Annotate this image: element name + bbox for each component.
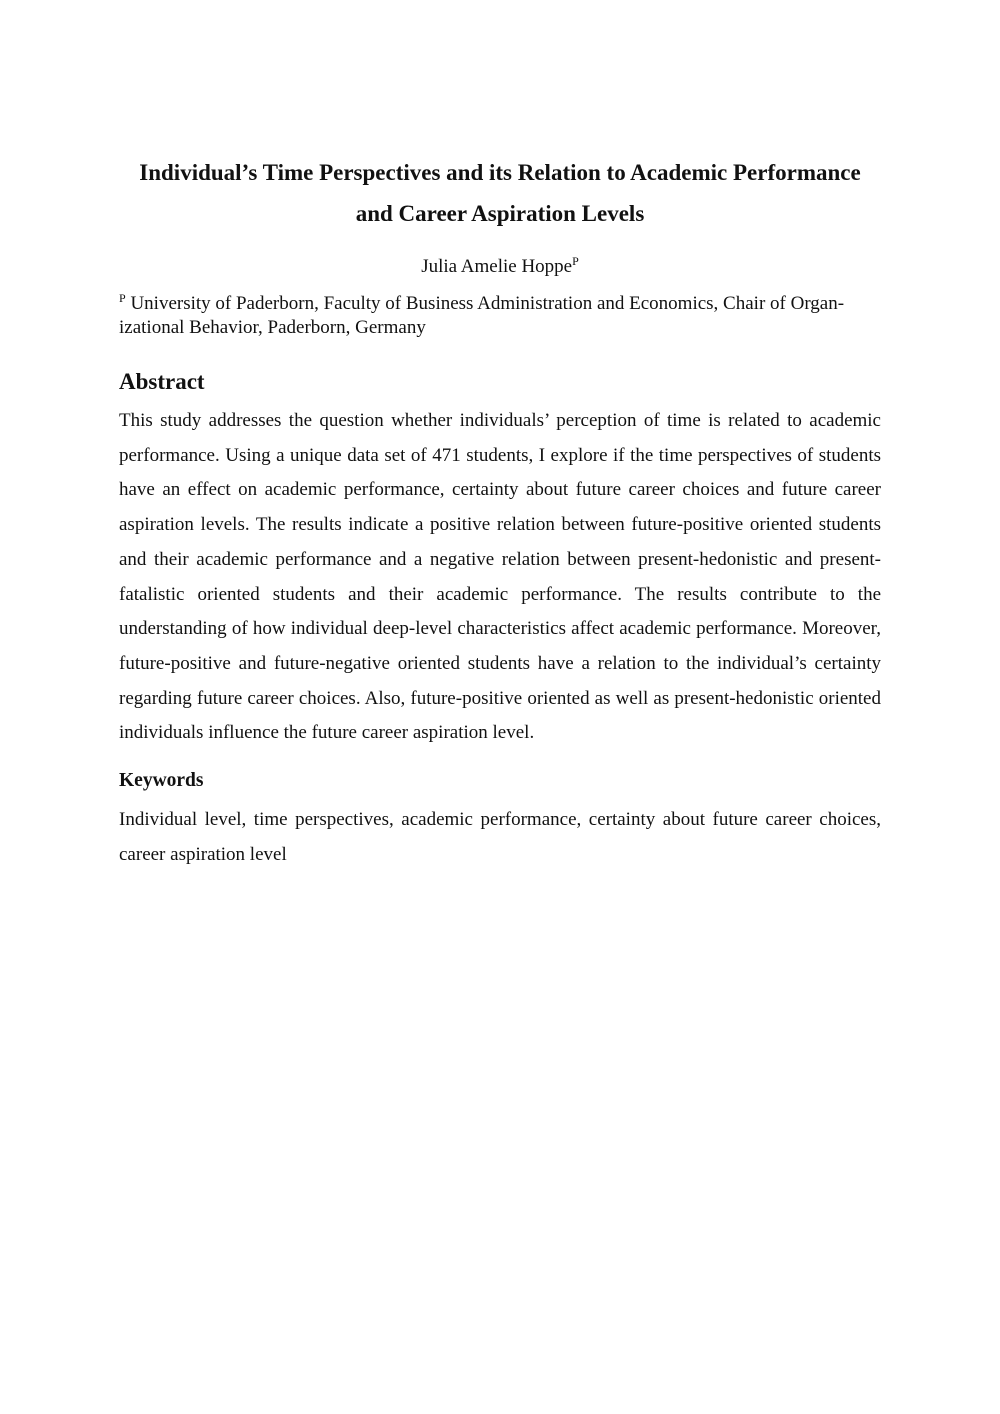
abstract-heading: Abstract	[119, 369, 205, 394]
abstract-text: This study addresses the question whether individuals’ perception of time is related to academic performance. Using a unique data set of 471 students, I explore if the time perspectives of students have an effect on academic performance, certainty about future career choices and future career aspiration levels. The results indicate a positive relation between future-positive oriented students and their academic performance and a negative relation between present-hedonistic and present-fatalistic oriented students and their academic performance. The results contribute to the understanding of how individual deep-level characteristics affect academic performance. Moreover, future-positive and future-negative oriented students have a relation to the individual’s certainty regarding future career choices. Also, future-positive oriented as well as present-hedonistic oriented individuals influence the future career aspiration level.	[119, 410, 881, 744]
affiliation-text: University of Paderborn, Faculty of Business Administration and Economics, Chair of Organ-izational Behavior, Paderborn, Germany	[119, 293, 845, 338]
affiliation-marker: P	[119, 291, 126, 305]
author-name: Julia Amelie Hoppe	[421, 256, 573, 277]
paper-title: Individual’s Time Perspectives and its Relation to Academic Performance and Career Aspiration Levels	[139, 160, 861, 226]
keywords-heading: Keywords	[119, 770, 204, 791]
keywords-text: Individual level, time perspectives, academic performance, certainty about future career choices, career aspiration level	[119, 809, 881, 865]
affiliation	[119, 292, 881, 340]
author-affiliation-marker: P	[572, 254, 579, 268]
author-line	[119, 254, 881, 280]
